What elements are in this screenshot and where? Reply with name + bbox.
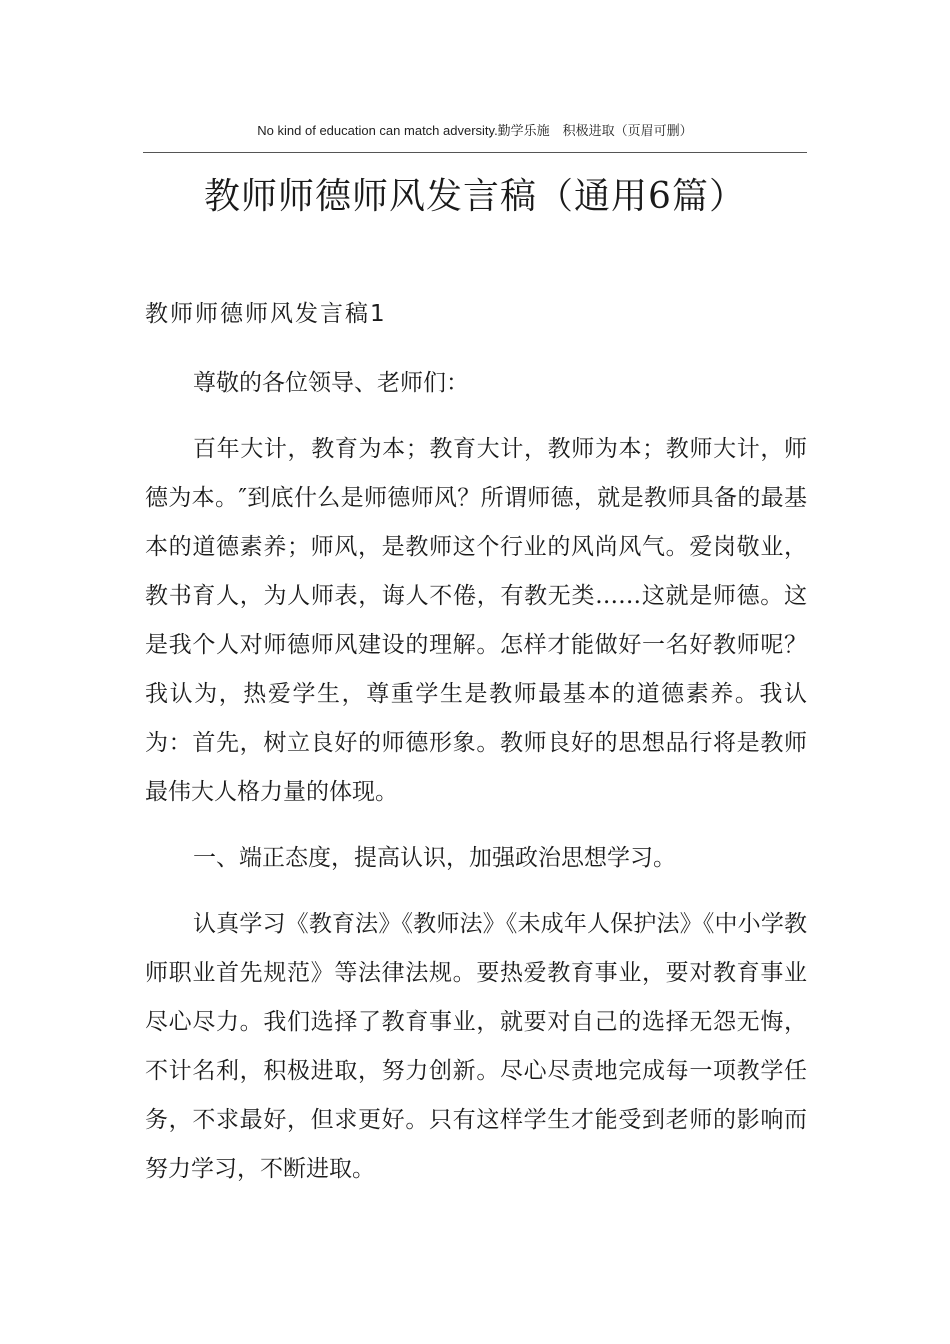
document-body	[145, 359, 807, 1211]
header-divider	[143, 152, 807, 153]
body-paragraph: 百年大计，教育为本；教育大计，教师为本；教师大计，师德为本。″到底什么是师德师风？所谓师德，就是教师具备的最基本的道德素养；师风，是教师这个行业的风尚风气。爱岗敬业，教书育人，为人师表，诲人不倦，有教无类……这就是师德。这是我个人对师德师风建设的理解。怎样才能做好一名好教师呢？我认为，热爱学生，尊重学生是教师最基本的道德素养。我认为：首先，树立良好的师德形象。教师良好的思想品行将是教师最伟大人格力量的体现。	[145, 436, 807, 805]
body-paragraph: 认真学习《教育法》《教师法》《未成年人保护法》《中小学教师职业首先规范》等法律法规。要热爱教育事业，要对教育事业尽心尽力。我们选择了教育事业，就要对自己的选择无怨无悔，不计名利，积极进取，努力创新。尽心尽责地完成每一项教学任务，不求最好，但求更好。只有这样学生才能受到老师的影响而努力学习，不断进取。	[145, 911, 807, 1182]
section-heading: 教师师德师风发言稿1	[145, 301, 387, 327]
page-header: No kind of education can match adversity.勤学乐施 积极进取（页眉可删）	[257, 123, 693, 138]
document-title: 教师师德师风发言稿（通用6篇）	[204, 176, 746, 217]
salutation-paragraph: 尊敬的各位领导、老师们：	[193, 370, 469, 396]
subheading-paragraph: 一、端正态度，提高认识，加强政治思想学习。	[193, 845, 676, 871]
